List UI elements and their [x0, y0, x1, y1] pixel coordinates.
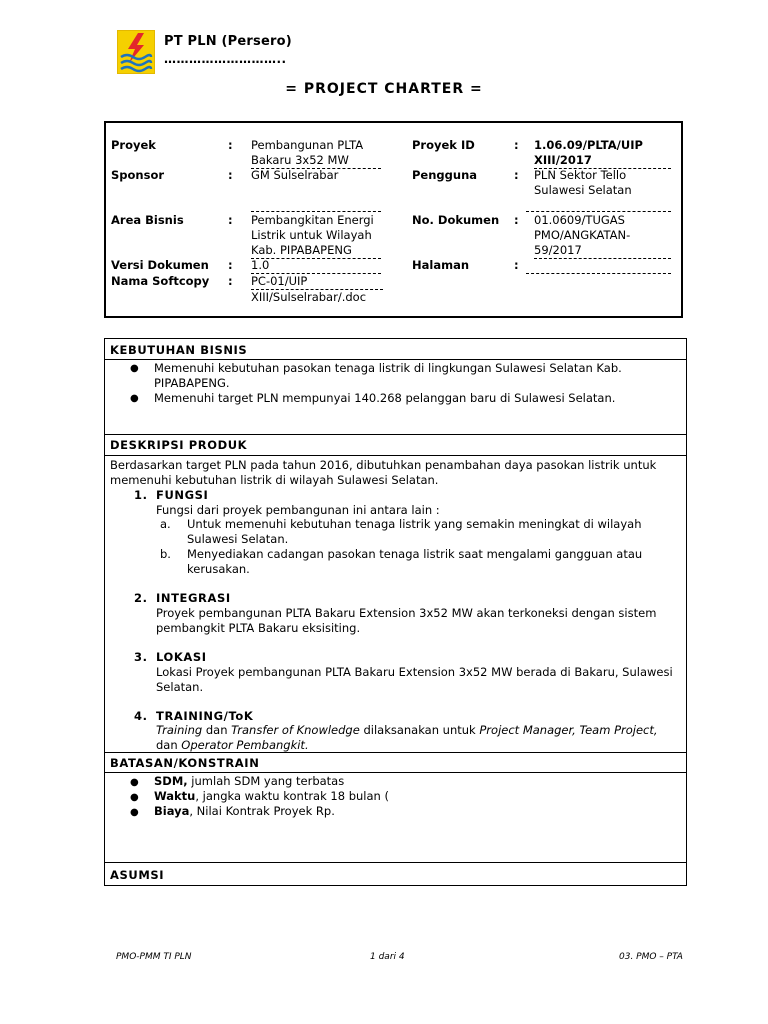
kebutuhan-heading: KEBUTUHAN BISNIS [110, 343, 248, 357]
batasan-biaya-text: , Nilai Kontrak Proyek Rp. [189, 804, 335, 818]
divider [105, 862, 686, 863]
company-name: PT PLN (Persero) [164, 34, 292, 49]
integrasi-line2: pembangkit PLTA Bakaru eksisiting. [156, 621, 361, 635]
no-dokumen-value-line2: PMO/ANGKATAN- [534, 228, 631, 242]
versi-dokumen-value: 1.0 [251, 258, 381, 274]
lokasi-line2: Selatan. [156, 680, 204, 694]
deskripsi-heading: DESKRIPSI PRODUK [110, 438, 248, 452]
footer-page-number: 1 dari 4 [370, 952, 405, 962]
halaman-value [526, 258, 671, 274]
kebutuhan-item-1 [154, 361, 622, 391]
training-connector: dan [156, 738, 182, 752]
deskripsi-intro [110, 458, 656, 488]
training-audience: Project Manager, Team Project, [479, 723, 658, 737]
pengguna-value-line1: PLN Sektor Tello [534, 168, 627, 182]
batasan-waktu-label: Waktu [154, 789, 196, 803]
proyek-id-value-line1: 1.06.09/PLTA/UIP [534, 138, 643, 152]
batasan-sdm [154, 774, 344, 789]
batasan-biaya-label: Biaya [154, 804, 190, 818]
fungsi-number: 1. [134, 488, 148, 502]
training-term: Training [156, 723, 203, 737]
no-dokumen-value [534, 213, 671, 259]
integrasi-title: INTEGRASI [156, 591, 231, 605]
charter-body-table [104, 338, 687, 886]
deskripsi-intro-line2: memenuhi kebutuhan listrik di wilayah Sulawesi Selatan. [110, 473, 439, 487]
nama-softcopy-value-line1: PC-01/UIP [251, 274, 383, 290]
area-bisnis-colon: : [228, 213, 233, 227]
nama-softcopy-value [251, 274, 383, 305]
no-dokumen-colon: : [514, 213, 519, 227]
pengguna-value [534, 168, 671, 198]
bullet-icon: ● [130, 792, 139, 803]
training-line2 [156, 738, 658, 753]
batasan-heading: BATASAN/KONSTRAIN [110, 756, 260, 770]
deskripsi-intro-line1: Berdasarkan target PLN pada tahun 2016, dibutuhkan penambahan daya pasokan listrik untuk [110, 458, 657, 472]
bullet-icon: ● [130, 777, 139, 788]
pengguna-colon: : [514, 168, 519, 182]
fungsi-b-line2: kerusakan. [187, 562, 250, 576]
fungsi-a-line1: Untuk memenuhi kebutuhan tenaga listrik yang semakin meningkat di wilayah [187, 517, 642, 531]
lokasi-number: 3. [134, 650, 148, 664]
integrasi-number: 2. [134, 591, 148, 605]
pengguna-value-line2: Sulawesi Selatan [534, 183, 632, 197]
pengguna-underline [526, 211, 671, 212]
batasan-waktu [154, 789, 389, 804]
sponsor-underline [251, 211, 381, 212]
no-dokumen-value-line3: 59/2017 [534, 243, 671, 259]
fungsi-a-marker: a. [160, 517, 171, 531]
area-bisnis-value [251, 213, 381, 259]
divider [105, 772, 686, 773]
proyek-id-value-line2: XIII/2017 [534, 153, 671, 169]
training-number: 4. [134, 709, 148, 723]
lokasi-line1: Lokasi Proyek pembangunan PLTA Bakaru Extension 3x52 MW berada di Bakaru, Sulawesi [156, 665, 673, 679]
project-info-box [104, 121, 683, 318]
training-title: TRAINING/ToK [156, 709, 254, 723]
sponsor-value: GM Sulselrabar [251, 168, 339, 182]
document-title: = PROJECT CHARTER = [285, 81, 483, 97]
no-dokumen-value-line1: 01.0609/TUGAS [534, 213, 625, 227]
batasan-sdm-label: SDM, [154, 774, 188, 788]
fungsi-b-marker: b. [160, 547, 171, 561]
area-bisnis-value-line3: Kab. PIPABAPENG [251, 243, 381, 259]
nama-softcopy-value-line2: XIII/Sulselrabar/.doc [251, 290, 367, 304]
proyek-value [251, 138, 381, 169]
kebutuhan-item-1-line1: Memenuhi kebutuhan pasokan tenaga listrik di lingkungan Sulawesi Selatan Kab. [154, 361, 622, 375]
kebutuhan-item-1-line2: PIPABAPENG. [154, 376, 230, 390]
proyek-id-label: Proyek ID [412, 138, 475, 152]
sponsor-label: Sponsor [111, 168, 165, 182]
bullet-icon: ● [130, 807, 139, 818]
halaman-colon: : [514, 258, 519, 272]
fungsi-intro: Fungsi dari proyek pembangunan ini antara lain : [156, 503, 440, 517]
batasan-waktu-text: , jangka waktu kontrak 18 bulan ( [195, 789, 389, 803]
fungsi-title: FUNGSI [156, 488, 209, 502]
area-bisnis-value-line1: Pembangkitan Energi [251, 213, 374, 227]
footer-right: 03. PMO – PTA [619, 952, 683, 962]
proyek-value-line2: Bakaru 3x52 MW [251, 153, 381, 169]
pln-logo [117, 30, 155, 74]
kebutuhan-item-2: Memenuhi target PLN mempunyai 140.268 pelanggan baru di Sulawesi Selatan. [154, 391, 616, 405]
training-text [156, 723, 658, 753]
tok-term: Transfer of Knowledge [231, 723, 360, 737]
integrasi-line1: Proyek pembangunan PLTA Bakaru Extension 3x52 MW akan terkoneksi dengan sistem [156, 606, 657, 620]
batasan-sdm-text: jumlah SDM yang terbatas [187, 774, 345, 788]
divider [105, 455, 686, 456]
versi-dokumen-label: Versi Dokumen [111, 258, 209, 272]
nama-softcopy-label: Nama Softcopy [111, 274, 210, 288]
lokasi-text [156, 665, 673, 695]
proyek-value-line1: Pembangunan PLTA [251, 138, 364, 152]
training-connector: dan [202, 723, 232, 737]
footer-left: PMO-PMM TI PLN [116, 952, 192, 962]
asumsi-heading: ASUMSI [110, 868, 165, 882]
area-bisnis-value-line2: Listrik untuk Wilayah [251, 228, 372, 242]
bullet-icon: ● [130, 363, 139, 374]
company-dots: ……………………….. [164, 52, 287, 66]
batasan-biaya [154, 804, 335, 819]
proyek-colon: : [228, 138, 233, 152]
sponsor-colon: : [228, 168, 233, 182]
nama-softcopy-colon: : [228, 274, 233, 288]
area-bisnis-label: Area Bisnis [111, 213, 184, 227]
proyek-label: Proyek [111, 138, 156, 152]
fungsi-a-text [187, 517, 642, 547]
divider [105, 752, 686, 753]
versi-dokumen-colon: : [228, 258, 233, 272]
fungsi-a-line2: Sulawesi Selatan. [187, 532, 289, 546]
training-line1 [156, 723, 658, 738]
proyek-id-colon: : [514, 138, 519, 152]
bullet-icon: ● [130, 393, 139, 404]
no-dokumen-label: No. Dokumen [412, 213, 500, 227]
fungsi-b-line1: Menyediakan cadangan pasokan tenaga listrik saat mengalami gangguan atau [187, 547, 643, 561]
halaman-label: Halaman [412, 258, 470, 272]
fungsi-b-text [187, 547, 642, 577]
training-connector: dilaksanakan untuk [359, 723, 480, 737]
divider [105, 434, 686, 435]
proyek-id-value [534, 138, 671, 169]
divider [105, 359, 686, 360]
pengguna-label: Pengguna [412, 168, 478, 182]
integrasi-text [156, 606, 656, 636]
training-audience: Operator Pembangkit. [181, 738, 309, 752]
lokasi-title: LOKASI [156, 650, 207, 664]
